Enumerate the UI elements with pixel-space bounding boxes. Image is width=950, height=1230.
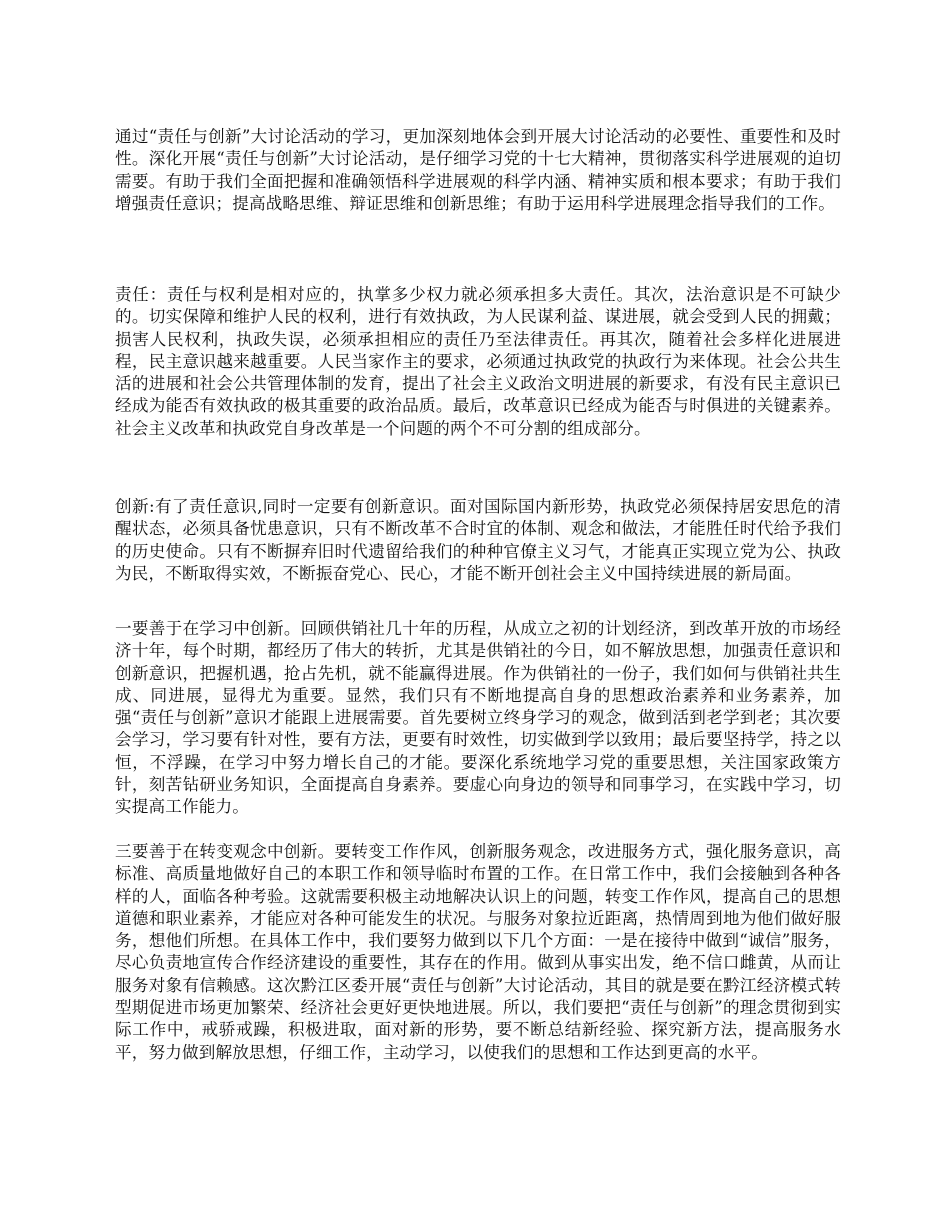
paragraph-study-reflection: 通过“责任与创新”大讨论活动的学习，更加深刻地体会到开展大讨论活动的必要性、重要性和及时性。深化开展“责任与创新”大讨论活动，是仔细学习党的十七大精神，贯彻落实科学进展观的迫切需要。有助于我们全面把握和准确领悟科学进展观的科学内涵、精神实质和根本要求；有助于我们增强责任意识；提高战略思维、辩证思维和创新思维；有助于运用科学进展理念指导我们的工作。 [115, 127, 841, 213]
paragraph-innovate-in-mindset: 三要善于在转变观念中创新。要转变工作作风，创新服务观念，改进服务方式，强化服务意识，高标准、高质量地做好自己的本职工作和领导临时布置的工作。在日常工作中，我们会接触到各种各样的人，面临各种考验。这就需要积极主动地解决认识上的问题，转变工作作风，提高自己的思想道德和职业素养，才能应对各种可能发生的状况。与服务对象拉近距离，热情周到地为他们做好服务，想他们所想。在具体工作中，我们要努力做到以下几个方面：一是在接待中做到“诚信”服务，尽心负责地宣传合作经济建设的重要性，其存在的作用。做到从事实出发，绝不信口雌黄，从而让服务对象有信赖感。这次黔江区委开展“责任与创新”大讨论活动，其目的就是要在黔江经济模式转型期促进市场更加繁荣、经济社会更好更快地进展。所以，我们要把“责任与创新”的理念贯彻到实际工作中，戒骄戒躁，积极进取，面对新的形势，要不断总结新经验、探究新方法，提高服务水平，努力做到解放思想，仔细工作，主动学习，以使我们的思想和工作达到更高的水平。 [115, 842, 841, 1062]
paragraph-innovate-in-learning: 一要善于在学习中创新。回顾供销社几十年的历程，从成立之初的计划经济，到改革开放的市场经济十年，每个时期，都经历了伟大的转折，尤其是供销社的今日，如不解放思想，加强责任意识和创新意识，把握机遇，抢占先机，就不能赢得进展。作为供销社的一份子，我们如何与供销社共生成、同进展，显得尤为重要。显然，我们只有不断地提高自身的思想政治素养和业务素养，加强“责任与创新”意识才能跟上进展需要。首先要树立终身学习的观念，做到活到老学到老；其次要会学习，学习要有针对性，要有方法，更要有时效性，切实做到学以致用；最后要坚持学，持之以恒，不浮躁，在学习中努力增长自己的才能。要深化系统地学习党的重要思想，关注国家政策方针，刻苦钻研业务知识，全面提高自身素养。要虚心向身边的领导和同事学习，在实践中学习，切实提高工作能力。 [115, 619, 841, 817]
paragraph-innovation: 创新:有了责任意识,同时一定要有创新意识。面对国际国内新形势，执政党必须保持居安思危的清醒状态，必须具备忧患意识，只有不断改革不合时宜的体制、观念和做法，才能胜任时代给予我们的历史使命。只有不断摒弃旧时代遗留给我们的种种官僚主义习气，才能真正实现立党为公、执政为民，不断取得实效，不断振奋党心、民心，才能不断开创社会主义中国持续进展的新局面。 [115, 497, 841, 583]
paragraph-responsibility: 责任：责任与权利是相对应的，执掌多少权力就必须承担多大责任。其次，法治意识是不可缺少的。切实保障和维护人民的权利，进行有效执政，为人民谋利益、谋进展，就会受到人民的拥戴；损害人民权利，执政失误，必须承担相应的责任乃至法律责任。再其次，随着社会多样化进展进程，民主意识越来越重要。人民当家作主的要求，必须通过执政党的执政行为来体现。社会公共生活的进展和社会公共管理体制的发育，提出了社会主义政治文明进展的新要求，有没有民主意识已经成为能否有效执政的极其重要的政治品质。最后，改革意识已经成为能否与时俱进的关键素养。社会主义改革和执政党自身改革是一个问题的两个不可分割的组成部分。 [115, 285, 841, 438]
